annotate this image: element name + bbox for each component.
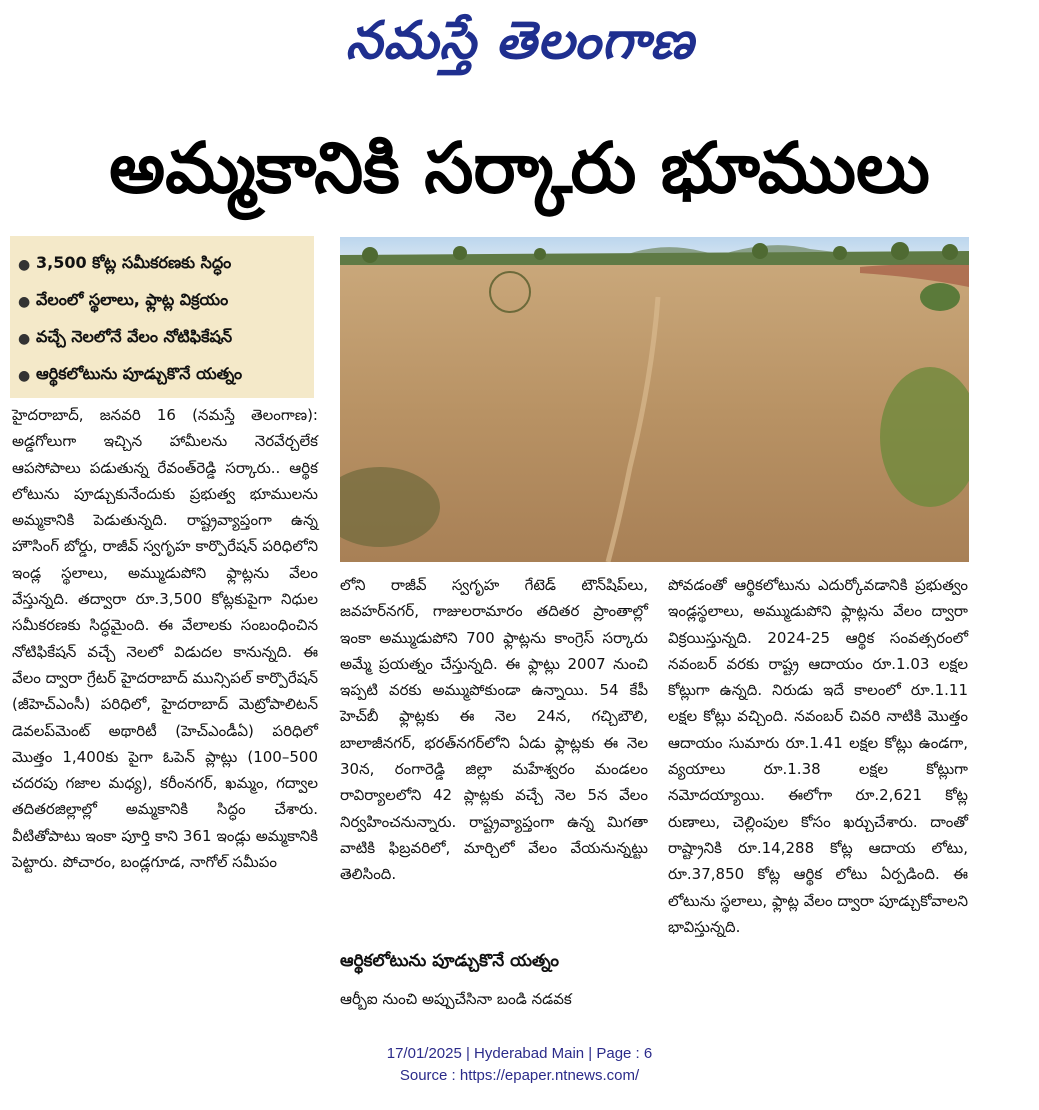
highlight-item: ● 3,500 కోట్ల సమీకరణకు సిద్ధం (18, 253, 232, 273)
page-footer (0, 1043, 1039, 1087)
bullet-icon: ● (18, 256, 31, 273)
highlight-item: ● వచ్చే నెలలోనే వేలం నోటిఫికేషన్ (18, 327, 233, 347)
article-paragraph: ఆర్బీఐ నుంచి అప్పుచేసినా బండి నడవక (340, 990, 572, 1008)
land-photo (340, 237, 969, 562)
headline: అమ్మకానికి సర్కారు భూములు (109, 127, 930, 209)
bullet-icon: ● (18, 293, 31, 310)
highlights-box (10, 236, 314, 398)
bullet-icon: ● (18, 367, 31, 384)
article-paragraph: పోవడంతో ఆర్థికలోటును ఎదుర్కోవడానికి ప్రభుత్వం ఇండ్లస్థలాలు, అమ్ముడుపోని ఫ్లాట్లను వేలం ద్వారా విక్రయిస్తున్నది. 2024-25 ఆర్థిక సంవత్సరంలో నవంబర్ వరకు రాష్ట్ర ఆదాయం రూ.1.03 లక్షల కోట్లుగా ఉన్నది. నిరుడు ఇదే కాలంలో రూ.1.11 లక్షల కోట్లు వచ్చింది. నవంబర్ చివరి నాటికి మొత్తం ఆదాయం సుమారు రూ.1.41 లక్షల కోట్లు ఉండగా, వ్యయాలు రూ.1.38 లక్షల కోట్లుగా నమోదయ్యాయి. ఈలోగా రూ.2,621 కోట్ల రుణాలు, చెల్లింపుల కోసం ఖర్చుచేశారు. దాంతో రాష్ట్రానికి రూ.14,288 కోట్ల ఆదాయ లోటు, రూ.37,850 కోట్ల ఆర్థిక లోటు ఏర్పడింది. ఈ లోటును స్థలాలు, ఫ్లాట్ల వేలం ద్వారా పూడ్చుకోవాలని భావిస్తున్నది. (668, 576, 968, 936)
article-paragraph: లోని రాజీవ్ స్వగృహ గేటెడ్ టౌన్‌షిప్‌లు, జవహర్‌నగర్, గాజులరామారం తదితర ప్రాంతాల్లో ఇంకా అమ్ముడుపోని 700 ఫ్లాట్లను కాంగ్రెస్ సర్కారు అమ్మే ప్రయత్నం చేస్తున్నది. ఈ ఫ్లాట్లు 2007 నుంచి ఇప్పటి వరకు అమ్ముపోకుండా ఉన్నాయి. 54 కేపీ హెచ్‌బీ ఫ్లాట్లకు ఈ నెల 24న, గచ్చిబౌలి, బాలాజీనగర్, భరత్‌నగర్‌లోని ఏడు ఫ్లాట్లకు ఈ నెల 30న, రంగారెడ్డి జిల్లా మహేశ్వరం మండలం రావిర్యాలలోని 42 ప్లాట్లకు వచ్చే నెల 5న వేలం నిర్వహించనున్నారు. రాష్ట్రవ్యాప్తంగా ఉన్న మిగతా వాటికి ఫిబ్రవరిలో, మార్చిలో వేలం వేయనున్నట్టు తెలిసింది. (340, 576, 648, 884)
article-column-2-continued (340, 986, 648, 1012)
subheading: ఆర్థికలోటును పూడ్చుకొనే యత్నం (340, 951, 560, 971)
article-paragraph: హైదరాబాద్, జనవరి 16 (నమస్తే తెలంగాణ): అడ్డగోలుగా ఇచ్చిన హామీలను నెరవేర్చలేక ఆపసోపాలు పడుతున్న రేవంత్‌రెడ్డి సర్కారు.. ఆర్థిక లోటును పూడ్చుకునేందుకు ప్రభుత్వ భూములను అమ్మకానికి పెడుతున్నది. రాష్ట్రవ్యాప్తంగా ఉన్న హౌసింగ్ బోర్డు, రాజీవ్ స్వగృహ కార్పొరేషన్ పరిధిలోని ఇండ్ల స్థలాలు, అమ్ముడుపోని ఫ్లాట్లను వేలం వేస్తున్నది. తద్వారా రూ.3,500 కోట్లకుపైగా నిధుల సమీకరణకు సిద్ధమైంది. ఈ వేలాలకు సంబంధించిన నోటిఫికేషన్ వచ్చే నెలలో విడుదల కానున్నది. ఈ వేలం ద్వారా గ్రేటర్ హైదరాబాద్ మున్సిపల్ కార్పొరేషన్ (జీహెచ్‌ఎంసీ) పరిధిలో, హైదరాబాద్ మెట్రోపాలిటన్ డెవలప్‌మెంట్ అథారిటీ (హెచ్‌ఎండీఏ) పరిధిలో మొత్తం 1,400కు పైగా ఓపెన్ ప్లాట్లు (100–500 చదరపు గజాల మధ్య), కరీంనగర్, ఖమ్మం, గద్వాల తదితరజిల్లాల్లో అమ్మకానికి సిద్ధం చేశారు. వీటితోపాటు ఇంకా పూర్తి కాని 361 ఇండ్లు అమ్మకానికి పెట్టారు. పోచారం, బండ్లగూడ, నాగోల్ సమీపం (12, 406, 318, 872)
highlight-item: ● ఆర్థికలోటును పూడ్చుకొనే యత్నం (18, 364, 243, 384)
article-column-3 (668, 572, 968, 940)
article-column-1 (12, 402, 318, 875)
article-column-2 (340, 572, 648, 888)
masthead: నమస్తే తెలంగాణ (345, 11, 695, 71)
highlight-item: ● వేలంలో స్థలాలు, ఫ్లాట్ల విక్రయం (18, 290, 229, 310)
footer-source-line: Source : https://epaper.ntnews.com/ (399, 1067, 640, 1084)
footer-date-line: 17/01/2025 | Hyderabad Main | Page : 6 (386, 1045, 653, 1062)
bullet-icon: ● (18, 330, 31, 347)
